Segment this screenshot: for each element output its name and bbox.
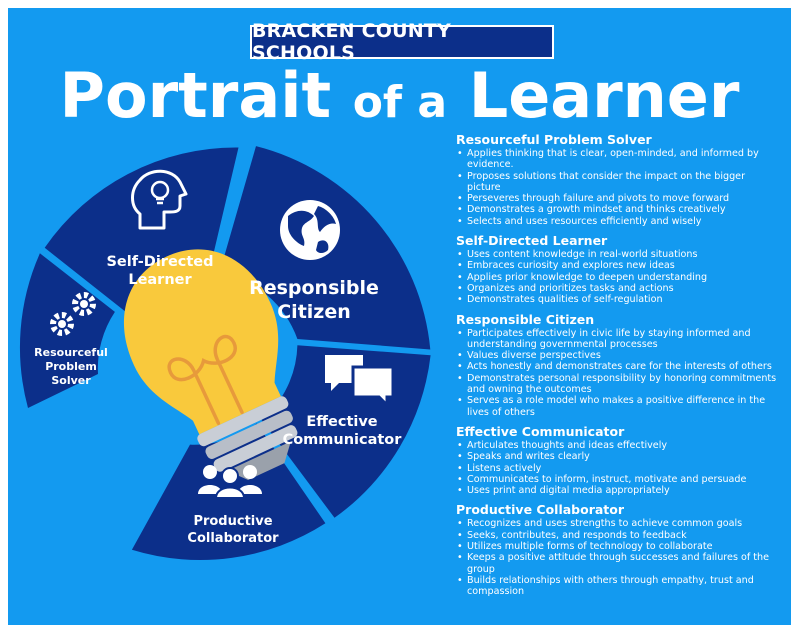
- competency-descriptions: [456, 132, 781, 604]
- bullet-list: [456, 249, 781, 305]
- bullet-item: • Demonstrates personal responsibility by honoring commitments and owning the outcomes: [467, 373, 781, 396]
- section-heading: Effective Communicator: [456, 423, 625, 439]
- label-learner: Learner: [128, 272, 192, 288]
- bullet-item: • Seeks, contributes, and responds to feedback: [467, 530, 781, 541]
- title-of-a: of a: [352, 77, 448, 128]
- label-responsible: Responsible: [249, 277, 379, 299]
- bullet-item: • Participates effectively in civic life by staying informed and understanding governmental processes: [467, 328, 781, 351]
- section-responsible-citizen: [456, 312, 781, 418]
- bullet-item: • Keeps a positive attitude through successes and failures of the group: [467, 552, 781, 575]
- bullet-list: [456, 328, 781, 418]
- organization-banner: BRACKEN COUNTY SCHOOLS: [250, 25, 554, 59]
- label-solver: Solver: [51, 374, 91, 387]
- label-effective: Effective: [306, 414, 378, 430]
- bullet-item: • Articulates thoughts and ideas effectively: [467, 440, 781, 451]
- label-resourceful: Resourceful: [34, 346, 108, 359]
- section-heading: Responsible Citizen: [456, 311, 595, 327]
- bullet-item: • Selects and uses resources efficiently and wisely: [467, 216, 781, 227]
- section-effective-communicator: [456, 424, 781, 496]
- bullet-item: • Values diverse perspectives: [467, 350, 781, 361]
- section-heading: Self-Directed Learner: [456, 233, 608, 249]
- bullet-item: • Listens actively: [467, 463, 781, 474]
- bullet-item: • Recognizes and uses strengths to achieve common goals: [467, 518, 781, 529]
- label-communicator: Communicator: [282, 432, 402, 448]
- title-learner: Learner: [468, 59, 740, 132]
- section-self-directed-learner: [456, 233, 781, 305]
- section-productive-collaborator: [456, 502, 781, 597]
- section-heading: Resourceful Problem Solver: [456, 132, 652, 147]
- bullet-item: • Uses content knowledge in real-world situations: [467, 249, 781, 260]
- bullet-list: [456, 148, 781, 227]
- bullet-item: • Communicates to inform, instruct, motivate and persuade: [467, 474, 781, 485]
- bullet-item: • Applies thinking that is clear, open-minded, and informed by evidence.: [467, 148, 781, 171]
- section-heading: Productive Collaborator: [456, 502, 625, 518]
- label-productive: Productive: [193, 514, 273, 529]
- title-portrait: Portrait: [59, 59, 332, 132]
- section-resourceful-problem-solver: [456, 132, 781, 227]
- bullet-item: • Proposes solutions that consider the impact on the bigger picture: [467, 171, 781, 194]
- label-problem: Problem: [45, 360, 97, 373]
- label-self-directed: Self-Directed: [106, 254, 214, 270]
- bullet-item: • Demonstrates a growth mindset and thinks creatively: [467, 204, 781, 215]
- bullet-item: • Embraces curiosity and explores new ideas: [467, 260, 781, 271]
- bullet-item: • Perseveres through failure and pivots to move forward: [467, 193, 781, 204]
- bullet-list: [456, 440, 781, 496]
- bullet-item: • Builds relationships with others through empathy, trust and compassion: [467, 575, 781, 598]
- bullet-item: • Utilizes multiple forms of technology to collaborate: [467, 541, 781, 552]
- poster: [8, 8, 791, 625]
- bullet-item: • Uses print and digital media appropriately: [467, 485, 781, 496]
- bullet-item: • Acts honestly and demonstrates care for the interests of others: [467, 361, 781, 372]
- bullet-item: • Demonstrates qualities of self-regulation: [467, 294, 781, 305]
- bullet-list: [456, 518, 781, 597]
- bullet-item: • Speaks and writes clearly: [467, 451, 781, 462]
- label-collaborator: Collaborator: [187, 531, 279, 546]
- globe-icon: [280, 200, 340, 260]
- bullet-item: • Applies prior knowledge to deepen understanding: [467, 272, 781, 283]
- bullet-item: • Organizes and prioritizes tasks and actions: [467, 283, 781, 294]
- bullet-item: • Serves as a role model who makes a positive difference in the lives of others: [467, 395, 781, 418]
- label-citizen: Citizen: [277, 301, 351, 323]
